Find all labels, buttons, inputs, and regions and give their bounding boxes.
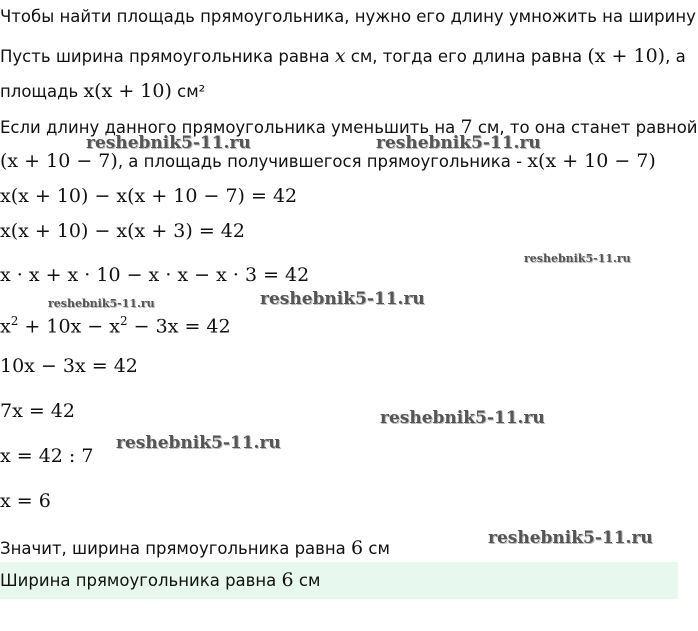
equation-1: x(x + 10) − x(x + 10 − 7) = 42 [0,185,298,207]
watermark: reshebnik5-11.ru [48,297,155,310]
answer-num: 6 [281,569,294,591]
new-area-line: (x + 10 − 7), а площадь получившегося прямоугольника - x(x + 10 − 7) [0,150,656,172]
area-expr: x(x + 10) [83,80,172,102]
var-x: x [334,45,346,67]
watermark: reshebnik5-11.ru [380,408,545,428]
conclusion-num: 6 [351,537,364,559]
new-length-expr: (x + 10 − 7) [0,150,118,172]
watermark: reshebnik5-11.ru [260,289,425,309]
equation-3: x · x + x · 10 − x · x − x · 3 = 42 [0,264,310,286]
reduce-num: 7 [460,116,473,138]
new-area-expr: x(x + 10 − 7) [527,150,656,172]
length-expr: (x + 10) [587,45,666,67]
watermark: reshebnik5-11.ru [524,252,631,265]
assumption-line: Пусть ширина прямоугольника равна x см, тогда его длина равна (x + 10), а [0,45,686,67]
condition-line: Если длину данного прямоугольника уменьшить на 7 см, то она станет равной [0,116,698,138]
conclusion-line: Значит, ширина прямоугольника равна 6 см [0,537,390,559]
answer-text: Ширина прямоугольника равна 6 см [0,569,321,591]
equation-4: $x^2 + 10x - x^2 - 3x = 42$ [0,314,231,338]
equation-6: 7x = 42 [0,400,75,422]
equation-2: x(x + 10) − x(x + 3) = 42 [0,220,245,242]
equation-5: 10x − 3x = 42 [0,355,138,377]
watermark: reshebnik5-11.ru [488,528,653,548]
watermark: reshebnik5-11.ru [116,433,281,453]
equation-8: x = 6 [0,490,51,512]
intro-line: Чтобы найти площадь прямоугольника, нужно его длину умножить на ширину [0,7,696,26]
watermark: reshebnik5-11.ru [376,133,541,153]
watermark: reshebnik5-11.ru [86,133,251,153]
equation-7: x = 42 : 7 [0,445,94,467]
area-line: площадь x(x + 10) см² [0,80,206,102]
answer-box [0,562,678,599]
